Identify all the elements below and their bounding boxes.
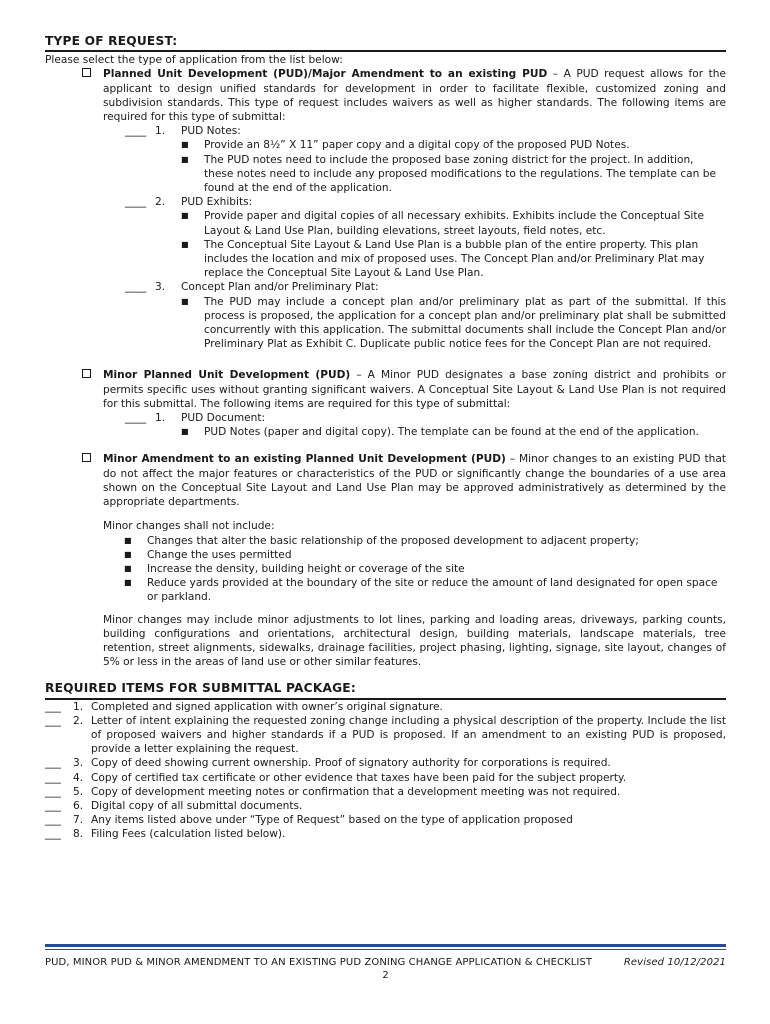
required-item-text: Completed and signed application with owner’s original signature. (91, 700, 443, 713)
pud-option-title: Planned Unit Development (PUD)/Major Amendment to an existing PUD (103, 68, 548, 81)
bullet-icon: ■ (181, 427, 189, 437)
bullet-text: Provide an 8½” X 11” paper copy and a digital copy of the proposed PUD Notes. (204, 139, 630, 152)
required-item-blank[interactable]: ___ (45, 814, 61, 827)
minor-amendment-option-title: Minor Amendment to an existing Planned Unit Development (PUD) (103, 453, 506, 466)
minor-pud-checkbox[interactable] (82, 369, 91, 378)
required-item-number: 2. (73, 714, 84, 727)
required-item-text: Copy of deed showing current ownership. Proof of signatory authority for corporations is required. (91, 757, 611, 770)
bullet-text: The Conceptual Site Layout & Land Use Plan is a bubble plan of the entire property. This plan includes the location and mix of proposed uses. The Concept Plan and/or Preliminary Plat may replace the Conceptual Site Layout & Land Use Plan. (204, 238, 705, 280)
required-item (45, 785, 726, 799)
pud-checkbox[interactable] (82, 68, 91, 77)
footer-rule-thick (45, 944, 726, 947)
exclusion-item (45, 562, 726, 576)
type-of-request-intro: Please select the type of application from the list below: (45, 54, 343, 67)
required-item-number: 7. (73, 814, 84, 827)
pud-option (45, 67, 726, 124)
exclusion-text: Increase the density, building height or coverage of the site (147, 562, 465, 575)
required-item-blank[interactable]: ___ (45, 757, 61, 770)
minor-pud-option-description: – A Minor PUD designates a base zoning district and prohibits or permits specific uses without granting significant waivers. A Conceptual Site Layout & Land Use Plan is not required for this submittal. The following items are required for this type of submittal: (103, 369, 726, 410)
pud-item-1-number: 1. (155, 125, 166, 138)
required-item (45, 813, 726, 827)
exclusion-item (45, 576, 726, 604)
bullet-icon: ■ (124, 578, 132, 588)
required-item-number: 4. (73, 771, 84, 784)
bullet-icon: ■ (181, 296, 189, 306)
pud-item-1-blank[interactable]: ____ (125, 125, 147, 138)
minor-amendment-option-description: – Minor changes to an existing PUD that do not affect the major features or characteristics of the PUD or significantly change the boundaries of a use area shown on the Conceptual Site Layout and Land Use Plan may be approved administratively as determined by the appropriate departments. (103, 453, 726, 509)
bullet-icon: ■ (181, 154, 189, 164)
page-footer (45, 944, 726, 981)
required-item-blank[interactable]: ___ (45, 700, 61, 713)
required-item (45, 700, 726, 714)
required-item (45, 771, 726, 785)
required-item-text: Copy of certified tax certificate or other evidence that taxes have been paid for the subject property. (91, 771, 627, 784)
required-item-text: Filing Fees (calculation listed below). (91, 828, 286, 841)
required-item-number: 5. (73, 785, 84, 798)
footer-text-row (45, 957, 726, 968)
minor-pud-item-1 (45, 411, 726, 425)
pud-item-3-blank[interactable]: ____ (125, 281, 147, 294)
required-item (45, 799, 726, 813)
required-item-blank[interactable]: ___ (45, 714, 61, 727)
minor-pud-option (45, 368, 726, 411)
bullet-item (45, 138, 726, 152)
heading-divider (45, 50, 726, 52)
pud-item-3-label: Concept Plan and/or Preliminary Plat: (181, 281, 379, 294)
pud-item-1 (45, 124, 726, 138)
exclusion-item (45, 534, 726, 548)
exclusion-text: Change the uses permitted (147, 548, 292, 561)
minor-pud-item-1-blank[interactable]: ____ (125, 412, 147, 425)
required-item-number: 6. (73, 799, 84, 812)
required-item-blank[interactable]: ___ (45, 771, 61, 784)
bullet-item (45, 238, 726, 281)
minor-changes-exclude-intro: Minor changes shall not include: (103, 520, 275, 533)
minor-amendment-option (45, 452, 726, 509)
required-item-text: Digital copy of all submittal documents. (91, 799, 303, 812)
bullet-item (45, 295, 726, 352)
required-item-text: Letter of intent explaining the requested zoning change including a physical description of the property. Include the list of proposed waivers and higher standards if a PUD is proposed. If an amendment to an existing PUD is proposed, provide a letter explaining the request. (91, 714, 726, 756)
bullet-item (45, 153, 726, 196)
minor-changes-may-include: Minor changes may include minor adjustments to lot lines, parking and loading areas, driveways, parking counts, building configurations and orientations, architectural design, building materials, landscape materials, tree retention, street alignments, sidewalks, drainage facilities, project phasing, lighting, signage, site layout, changes of 5% or less in the areas of land use or other similar features. (103, 613, 726, 669)
footer-title: PUD, MINOR PUD & MINOR AMENDMENT TO AN EXISTING PUD ZONING CHANGE APPLICATION & CHECKLIST (45, 957, 593, 968)
pud-item-2-number: 2. (155, 196, 166, 209)
bullet-text: PUD Notes (paper and digital copy). The template can be found at the end of the application. (204, 426, 699, 439)
footer-rule-thin (45, 949, 726, 950)
required-item (45, 827, 726, 841)
bullet-icon: ■ (124, 549, 132, 559)
footer-revised-date: Revised 10/12/2021 (623, 957, 726, 968)
bullet-icon: ■ (181, 140, 189, 150)
bullet-text: The PUD notes need to include the proposed base zoning district for the project. In addition, these notes need to include any proposed modifications to the regulations. The template can be found at the end of the application. (204, 153, 716, 195)
minor-amendment-checkbox[interactable] (82, 453, 91, 462)
pud-item-2 (45, 195, 726, 209)
exclusion-text: Changes that alter the basic relationship of the proposed development to adjacent property; (147, 534, 639, 547)
type-of-request-heading: TYPE OF REQUEST: (45, 34, 178, 48)
bullet-icon: ■ (124, 563, 132, 573)
bullet-item (45, 425, 726, 439)
pud-option-description: – A PUD request allows for the applicant to design unified standards for development in order to facilitate flexible, customized zoning and subdivision standards. This type of request includes waivers as well as higher standards. The following items are required for this type of submittal: (103, 68, 727, 124)
minor-pud-item-1-label: PUD Document: (181, 412, 266, 425)
minor-pud-option-title: Minor Planned Unit Development (PUD) (103, 369, 351, 382)
bullet-icon: ■ (124, 535, 132, 545)
minor-pud-item-1-number: 1. (155, 412, 166, 425)
required-items-heading: REQUIRED ITEMS FOR SUBMITTAL PACKAGE: (45, 681, 356, 696)
bullet-text: Provide paper and digital copies of all necessary exhibits. Exhibits include the Conceptual Site Layout & Land Use Plan, building elevations, street layouts, field notes, etc. (204, 210, 705, 237)
required-item-number: 3. (73, 757, 84, 770)
bullet-icon: ■ (181, 211, 189, 221)
required-item (45, 714, 726, 757)
required-item-number: 8. (73, 828, 84, 841)
required-item (45, 756, 726, 770)
required-item-text: Copy of development meeting notes or confirmation that a development meeting was not required. (91, 785, 621, 798)
bullet-item (45, 209, 726, 237)
bullet-icon: ■ (181, 239, 189, 249)
pud-item-3-number: 3. (155, 281, 166, 294)
pud-item-3 (45, 280, 726, 294)
required-item-blank[interactable]: ___ (45, 799, 61, 812)
required-item-text: Any items listed above under “Type of Request” based on the type of application proposed (91, 814, 573, 827)
required-item-blank[interactable]: ___ (45, 785, 61, 798)
pud-item-2-label: PUD Exhibits: (181, 196, 253, 209)
pud-item-1-label: PUD Notes: (181, 125, 241, 138)
pud-item-2-blank[interactable]: ____ (125, 196, 147, 209)
page-number: 2 (382, 970, 389, 981)
document-page (45, 34, 726, 842)
bullet-text: The PUD may include a concept plan and/or preliminary plat as part of the submittal. If this process is proposed, the application for a concept plan and/or preliminary plat shall be submitted concurrently with this application. The submittal documents shall include the Concept Plan and/or Preliminary Plat as Exhibit C. Duplicate public notice fees for the Concept Plan are not required. (204, 295, 726, 351)
exclusion-text: Reduce yards provided at the boundary of the site or reduce the amount of land designated for open space or parkland. (147, 577, 718, 604)
required-item-blank[interactable]: ___ (45, 828, 61, 841)
exclusion-item (45, 548, 726, 562)
required-item-number: 1. (73, 700, 84, 713)
